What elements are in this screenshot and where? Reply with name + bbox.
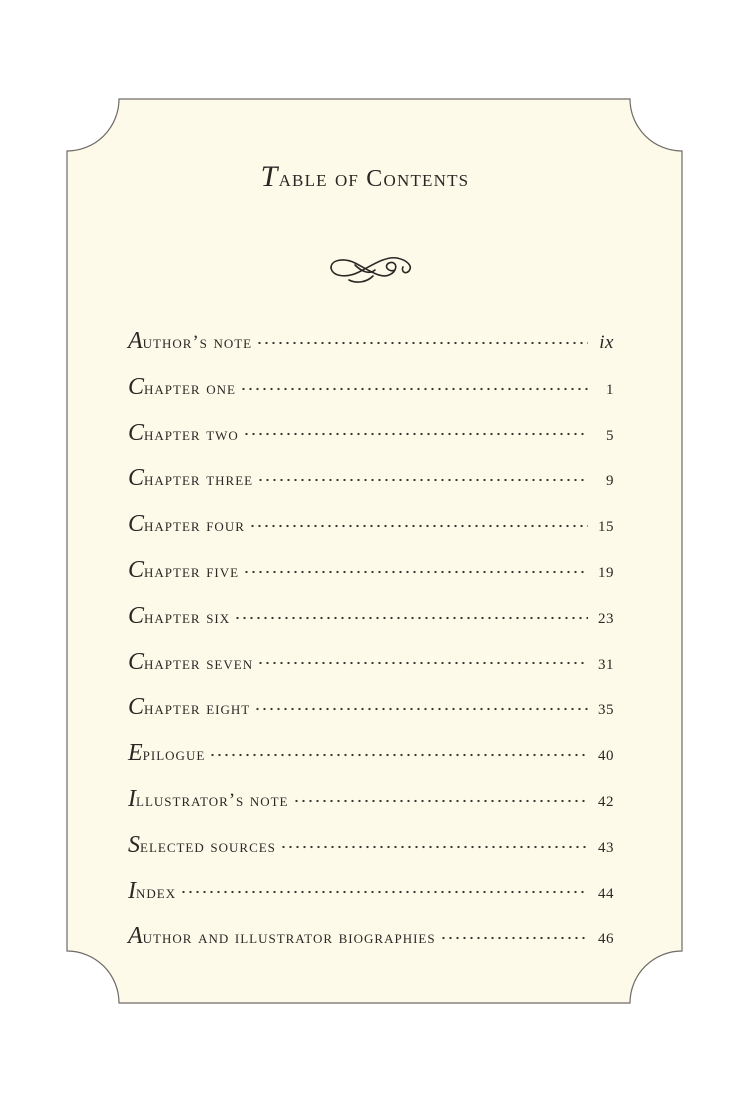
dot-leader [257,467,588,486]
toc-entry-initial: A [128,328,143,354]
toc-entry[interactable] [128,557,614,603]
toc-page-number: 19 [598,564,614,581]
toc-entry-label [128,603,230,630]
toc-entry[interactable] [128,786,614,832]
toc-entry-title: hapter five [144,561,240,582]
toc-page-number: 31 [598,656,614,673]
toc-page-number: 42 [598,793,614,810]
toc-entry-title: hapter two [144,424,239,445]
toc-entry-title: ndex [136,882,177,903]
toc-page-number: 43 [598,839,614,856]
dot-leader [280,833,588,852]
toc-page-number: ix [599,332,614,353]
dot-leader [234,604,588,623]
dot-leader [209,742,588,761]
toc-entry[interactable] [128,511,614,557]
toc-entry-label [128,740,205,767]
toc-list [128,328,614,969]
toc-page-number: 35 [598,702,614,719]
toc-entry[interactable] [128,649,614,695]
toc-page-number: 1 [606,381,614,398]
toc-entry-initial: I [128,877,136,904]
toc-entry-label [128,832,276,859]
title-initial: T [260,160,279,193]
toc-entry-label [128,786,289,813]
toc-entry-label [128,511,245,538]
toc-entry-title: elected sources [140,836,276,857]
toc-entry-title: pilogue [142,745,206,766]
toc-entry-initial: C [128,602,145,629]
flourish-ornament [325,246,419,292]
toc-entry-label [128,465,253,492]
toc-entry[interactable] [128,328,614,374]
toc-entry-initial: C [128,694,145,721]
toc-entry-title: hapter four [144,516,245,537]
page-title [0,160,730,194]
toc-entry-title: llustrator’s note [136,790,289,811]
toc-entry[interactable] [128,374,614,420]
toc-entry[interactable] [128,465,614,511]
toc-entry-title: hapter six [144,607,231,628]
toc-entry[interactable] [128,603,614,649]
toc-entry-label [128,694,250,721]
toc-entry-title: uthor and illustrator biographies [142,928,436,949]
dot-leader [180,879,588,898]
title-rest: able of Contents [278,166,470,192]
toc-entry-initial: C [128,648,145,675]
dot-leader [249,513,588,532]
toc-page-number: 44 [598,885,614,902]
toc-entry-title: hapter seven [144,653,254,674]
toc-entry-label [128,878,176,905]
toc-page-number: 40 [598,748,614,765]
toc-entry-initial: C [128,465,145,492]
toc-entry[interactable] [128,878,614,924]
toc-page-number: 5 [606,427,614,444]
toc-entry-label [128,557,239,584]
toc-entry-initial: S [128,831,140,858]
toc-entry-label [128,649,253,676]
toc-entry-initial: C [128,511,145,538]
toc-entry[interactable] [128,694,614,740]
toc-page-number: 46 [598,931,614,948]
toc-entry-initial: A [128,923,143,950]
toc-entry-initial: C [128,419,145,446]
toc-entry-initial: I [128,785,136,812]
toc-entry[interactable] [128,740,614,786]
toc-entry-title: hapter three [144,470,254,491]
dot-leader [243,558,588,577]
toc-entry-initial: C [128,373,145,400]
toc-entry-label [128,374,236,401]
dot-leader [254,696,588,715]
toc-page-number: 15 [598,519,614,536]
toc-entry[interactable] [128,923,614,969]
toc-entry-initial: E [128,740,143,767]
dot-leader [257,650,588,669]
toc-entry[interactable] [128,832,614,878]
toc-page-number: 23 [598,610,614,627]
dot-leader [243,421,588,440]
toc-entry-initial: C [128,556,145,583]
dot-leader [256,330,588,349]
toc-page-number: 9 [606,473,614,490]
toc-entry-title: hapter one [144,378,236,399]
dot-leader [240,375,588,394]
dot-leader [440,925,588,944]
toc-entry-title: uthor’s note [142,333,253,353]
toc-entry-label [128,328,252,355]
toc-entry-label [128,420,239,447]
toc-entry-title: hapter eight [144,699,251,720]
toc-entry-label [128,923,436,950]
toc-entry[interactable] [128,420,614,466]
dot-leader [293,787,589,806]
